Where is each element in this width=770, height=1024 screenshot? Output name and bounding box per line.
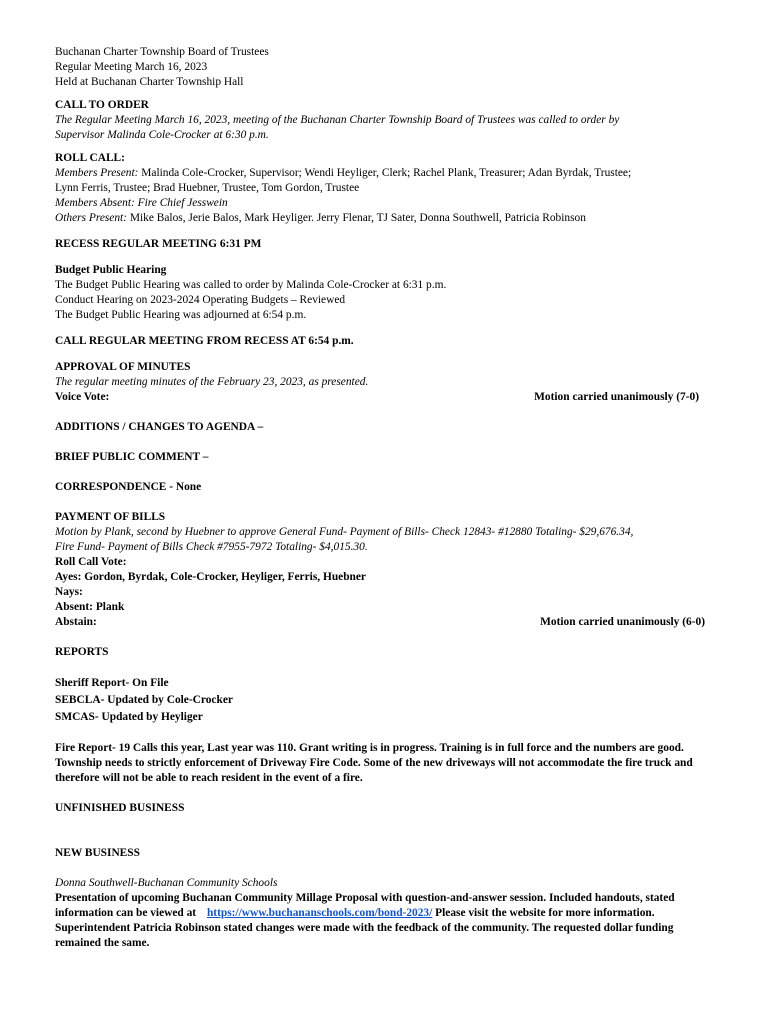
smcas-report: SMCAS- Updated by Heyliger [55,711,203,723]
sebcla-report: SEBCLA- Updated by Cole-Crocker [55,694,233,706]
bills-nays: Nays: [55,586,83,598]
new-business-text [55,891,720,951]
members-present-1 [55,166,720,181]
budget-line-2: Conduct Hearing on 2023-2024 Operating Budgets – Reviewed [55,294,346,306]
header-location: Held at Buchanan Charter Township Hall [55,76,244,88]
members-absent: Members Absent: Fire Chief Jesswein [55,197,228,209]
header-organization: Buchanan Charter Township Board of Trustees [55,46,269,58]
minutes-document [55,45,720,951]
bills-heading: PAYMENT OF BILLS [55,511,166,523]
new-business-speaker: Donna Southwell-Buchanan Community Schools [55,877,278,889]
new-business-heading: NEW BUSINESS [55,847,140,859]
budget-line-1: The Budget Public Hearing was called to order by Malinda Cole-Crocker at 6:31 p.m. [55,279,447,291]
others-present-list: Mike Balos, Jerie Balos, Mark Heyliger. Jerry Flenar, TJ Sater, Donna Southwell, Patricia Robinson [127,212,586,224]
bills-motion-1: Motion by Plank, second by Huebner to approve General Fund- Payment of Bills- Check 12843- #12880 Totaling- $29,676.34, [55,526,634,538]
roll-call-heading: ROLL CALL: [55,152,125,164]
bills-vote-result: Motion carried unanimously (6-0) [540,616,705,628]
voice-vote-label: Voice Vote: [55,391,110,403]
approval-text: The regular meeting minutes of the February 23, 2023, as presented. [55,376,369,388]
members-present-list: Malinda Cole-Crocker, Supervisor; Wendi Heyliger, Clerk; Rachel Plank, Treasurer; Adan Byrdak, Trustee; [138,167,632,179]
call-to-order-heading: CALL TO ORDER [55,99,149,111]
budget-heading: Budget Public Hearing [55,264,167,276]
call-regular-heading: CALL REGULAR MEETING FROM RECESS AT 6:54 p.m. [55,335,354,347]
public-comment-heading: BRIEF PUBLIC COMMENT – [55,451,209,463]
unfinished-business-heading: UNFINISHED BUSINESS [55,802,185,814]
bills-absent: Absent: Plank [55,601,125,613]
correspondence-heading: CORRESPONDENCE - None [55,481,202,493]
bills-vote-row [55,615,720,630]
budget-line-3: The Budget Public Hearing was adjourned at 6:54 p.m. [55,309,307,321]
members-present-2: Lynn Ferris, Trustee; Brad Huebner, Trustee, Tom Gordon, Trustee [55,182,360,194]
members-present-label: Members Present: [55,167,139,179]
bills-motion-2: Fire Fund- Payment of Bills Check #7955-7972 Totaling- $4,015.30. [55,541,368,553]
fire-report: Fire Report- 19 Calls this year, Last year was 110. Grant writing is in progress. Training is in full force and the numbers are good. Township needs to strictly enforcement of Driveway Fire Code. Some of the new driveways will not accommodate the fire truck and therefore will not be able to reach resident in the event of a fire. [55,742,693,784]
bills-ayes: Ayes: Gordon, Byrdak, Cole-Crocker, Heyliger, Ferris, Huebner [55,571,366,583]
bills-abstain: Abstain: [55,616,97,628]
approval-vote-row [55,390,720,405]
call-to-order-text-2: Supervisor Malinda Cole-Crocker at 6:30 p.m. [55,129,269,141]
recess-heading: RECESS REGULAR MEETING 6:31 PM [55,238,262,250]
bond-link[interactable]: https://www.buchananschools.com/bond-2023/ [206,907,433,919]
header-meeting-date: Regular Meeting March 16, 2023 [55,61,208,73]
call-to-order-text-1: The Regular Meeting March 16, 2023, meeting of the Buchanan Charter Township Board of Trustees was called to order by [55,114,620,126]
approval-vote-result: Motion carried unanimously (7-0) [534,391,699,403]
others-present [55,211,720,226]
new-business-text-before: Presentation of upcoming Buchanan Community Millage Proposal with question-and-answer session. Included handouts, stated information can be viewed at [55,892,675,919]
sheriff-report: Sheriff Report- On File [55,677,169,689]
additions-heading: ADDITIONS / CHANGES TO AGENDA – [55,421,264,433]
reports-heading: REPORTS [55,646,109,658]
approval-heading: APPROVAL OF MINUTES [55,361,191,373]
new-business-text-after: Please visit the website for more information. Superintendent Patricia Robinson stated changes were made with the feedback of the community. The requested dollar funding remained the same. [55,907,674,949]
others-present-label: Others Present: [55,212,128,224]
bills-roll-call: Roll Call Vote: [55,556,127,568]
